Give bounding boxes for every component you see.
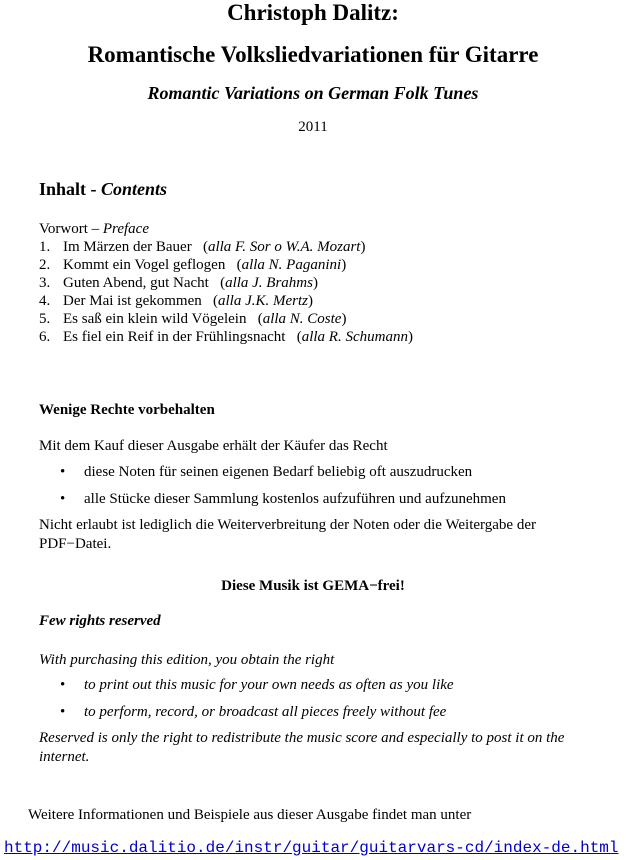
rights-de-bullet-text: diese Noten für seinen eigenen Bedarf beliebig oft auszudrucken [84, 464, 473, 480]
bullet-icon: • [60, 491, 66, 507]
toc-item: 1. Im Märzen der Bauer (alla F. Sor o W.A. Mozart) [39, 239, 366, 255]
toc-item-number: 3. [39, 275, 51, 291]
info-url-link[interactable]: http://music.dalitio.de/instr/guitar/guitarvars-cd/index-de.html [4, 839, 619, 857]
toc-item-title: Guten Abend, gut Nacht [63, 275, 209, 291]
toc-item-alla: alla J. Brahms [225, 275, 313, 291]
toc-item-title: Es saß ein klein wild Vögelein [63, 311, 247, 327]
toc-item-title: Der Mai ist gekommen [63, 293, 202, 309]
toc-item: 6. Es fiel ein Reif in der Frühlingsnacht (alla R. Schumann) [39, 329, 413, 345]
main-title: Romantische Volksliedvariationen für Gitarre [87, 42, 539, 67]
bullet-icon: • [60, 464, 66, 480]
rights-de-bullet [60, 463, 472, 481]
rights-de-restriction: Nicht erlaubt ist lediglich die Weiterverbreitung der Noten oder die Weitergabe der PDF−Datei. [39, 517, 536, 552]
toc-item: 3. Guten Abend, gut Nacht (alla J. Brahms) [39, 275, 318, 291]
toc-item-alla: alla F. Sor o W.A. Mozart [207, 239, 361, 255]
toc-item-alla: alla R. Schumann [301, 329, 408, 345]
rights-en-bullet [60, 676, 454, 694]
toc-item-alla: alla J.K. Mertz [217, 293, 308, 309]
table-of-contents [39, 220, 413, 346]
toc-item: 4. Der Mai ist gekommen (alla J.K. Mertz) [39, 293, 313, 309]
rights-de-intro: Mit dem Kauf dieser Ausgabe erhält der Käufer das Recht [39, 438, 388, 454]
contents-heading-de: Inhalt - [39, 179, 102, 199]
rights-de-bullet [60, 490, 506, 508]
contents-heading [39, 178, 167, 200]
toc-item: 2. Kommt ein Vogel geflogen (alla N. Paganini) [39, 257, 347, 273]
toc-item-number: 2. [39, 257, 51, 273]
toc-item-alla: alla N. Paganini [241, 257, 342, 273]
toc-item-number: 6. [39, 329, 51, 345]
contents-heading-en: Contents [101, 179, 168, 199]
rights-de-heading: Wenige Rechte vorbehalten [39, 402, 215, 418]
toc-preface-de: Vorwort – [39, 221, 103, 237]
subtitle: Romantic Variations on German Folk Tunes [147, 83, 479, 103]
toc-item-title: Es fiel ein Reif in der Frühlingsnacht [63, 329, 286, 345]
toc-preface-en: Preface [102, 221, 149, 237]
toc-item-number: 1. [39, 239, 51, 255]
toc-preface [39, 220, 413, 238]
bullet-icon: • [60, 677, 66, 693]
rights-en-bullet-text: to print out this music for your own needs as often as you like [84, 677, 454, 693]
author-title: Christoph Dalitz: [227, 0, 399, 25]
rights-en-heading: Few rights reserved [39, 613, 161, 629]
rights-en-restriction: Reserved is only the right to redistribute the music score and especially to post it on the internet. [39, 730, 565, 765]
bullet-icon: • [60, 704, 66, 720]
rights-en-intro: With purchasing this edition, you obtain the right [39, 652, 335, 668]
toc-item-title: Im Märzen der Bauer [63, 239, 192, 255]
toc-item: 5. Es saß ein klein wild Vögelein (alla N. Coste) [39, 311, 347, 327]
toc-item-title: Kommt ein Vogel geflogen [63, 257, 226, 273]
rights-en-bullet-text: to perform, record, or broadcast all pieces freely without fee [84, 704, 447, 720]
rights-de-bullet-text: alle Stücke dieser Sammlung kostenlos aufzuführen und aufzunehmen [84, 491, 506, 507]
toc-item-number: 4. [39, 293, 51, 309]
toc-item-number: 5. [39, 311, 51, 327]
gema-notice: Diese Musik ist GEMA−frei! [221, 578, 405, 594]
rights-en-bullet [60, 703, 446, 721]
toc-item-alla: alla N. Coste [262, 311, 342, 327]
more-info-text: Weitere Informationen und Beispiele aus dieser Ausgabe findet man unter [28, 807, 472, 823]
year: 2011 [298, 119, 328, 135]
